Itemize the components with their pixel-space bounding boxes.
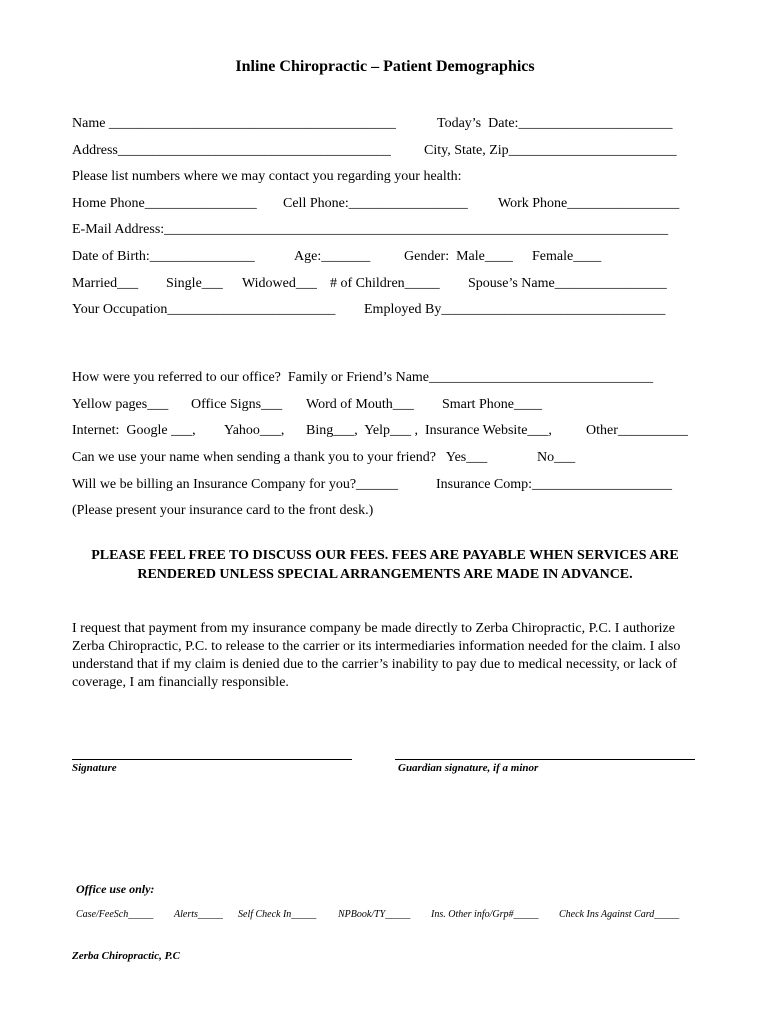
married-option[interactable]: Married___ [72, 276, 139, 291]
contact-instructions: Please list numbers where we may contact you regarding your health: [72, 169, 462, 184]
name-field[interactable]: Name _________________________________________ [72, 116, 396, 131]
widowed-option[interactable]: Widowed___ [242, 276, 317, 291]
office-case-feesch[interactable]: Case/FeeSch_____ [76, 909, 154, 920]
office-use-title: Office use only: [76, 882, 155, 896]
referral-internet-other-sites[interactable]: Bing___, Yelp___ , Insurance Website___, [306, 423, 552, 438]
insurance-card-note: (Please present your insurance card to the front desk.) [72, 503, 374, 518]
office-check-ins-card[interactable]: Check Ins Against Card_____ [559, 909, 680, 920]
gender-male-option[interactable]: Gender: Male____ [404, 249, 513, 264]
referral-word-of-mouth[interactable]: Word of Mouth___ [306, 397, 414, 412]
insurance-billing-field[interactable]: Will we be billing an Insurance Company for you?______ [72, 477, 399, 492]
employed-by-field[interactable]: Employed By________________________________ [364, 302, 666, 317]
cell-phone-field[interactable]: Cell Phone:_________________ [283, 196, 468, 211]
office-alerts[interactable]: Alerts_____ [174, 909, 223, 920]
address-field[interactable]: Address_______________________________________ [72, 143, 391, 158]
insurance-company-field[interactable]: Insurance Comp:____________________ [436, 477, 673, 492]
gender-female-option[interactable]: Female____ [532, 249, 602, 264]
referral-smart-phone[interactable]: Smart Phone____ [442, 397, 542, 412]
work-phone-field[interactable]: Work Phone________________ [498, 196, 680, 211]
fees-notice: PLEASE FEEL FREE TO DISCUSS OUR FEES. FEES ARE PAYABLE WHEN SERVICES ARE RENDERED UNLESS SPECIAL ARRANGEMENTS ARE MADE IN ADVANCE. [91, 548, 679, 582]
spouse-name-field[interactable]: Spouse’s Name________________ [468, 276, 667, 291]
number-of-children-field[interactable]: # of Children_____ [330, 276, 440, 291]
occupation-field[interactable]: Your Occupation________________________ [72, 302, 336, 317]
referral-yellow-pages[interactable]: Yellow pages___ [72, 397, 169, 412]
office-ins-other-info[interactable]: Ins. Other info/Grp#_____ [431, 909, 539, 920]
guardian-signature-label: Guardian signature, if a minor [398, 762, 539, 774]
referral-internet-google[interactable]: Internet: Google ___, [72, 423, 196, 438]
office-npbook-ty[interactable]: NPBook/TY_____ [338, 909, 411, 920]
referral-office-signs[interactable]: Office Signs___ [191, 397, 283, 412]
single-option[interactable]: Single___ [166, 276, 223, 291]
city-state-zip-field[interactable]: City, State, Zip________________________ [424, 143, 677, 158]
referral-other[interactable]: Other__________ [586, 423, 688, 438]
date-of-birth-field[interactable]: Date of Birth:_______________ [72, 249, 255, 264]
signature-line[interactable] [72, 759, 352, 760]
thank-you-yes-option[interactable]: Can we use your name when sending a thank you to your friend? Yes___ [72, 450, 488, 465]
email-field[interactable]: E-Mail Address:________________________________________________________________________ [72, 222, 669, 237]
authorization-paragraph: I request that payment from my insurance company be made directly to Zerba Chiropractic, P.C. I authorize Zerba Chiropractic, P.C. to release to the carrier or its intermediaries information needed for the claim. I also understand that if my claim is denied due to the carrier’s inability to pay due to medical necessity, or lack of coverage, I am financially responsible. [72, 621, 681, 690]
guardian-signature-line[interactable] [395, 759, 695, 760]
form-title: Inline Chiropractic – Patient Demographics [235, 58, 535, 75]
referral-internet-yahoo[interactable]: Yahoo___, [224, 423, 285, 438]
home-phone-field[interactable]: Home Phone________________ [72, 196, 257, 211]
footer-practice-name: Zerba Chiropractic, P.C [72, 950, 180, 962]
age-field[interactable]: Age:_______ [294, 249, 371, 264]
thank-you-no-option[interactable]: No___ [537, 450, 576, 465]
todays-date-field[interactable]: Today’s Date:______________________ [437, 116, 673, 131]
referral-question[interactable]: How were you referred to our office? Family or Friend’s Name________________________________ [72, 370, 654, 385]
signature-label: Signature [72, 762, 117, 774]
office-self-check-in[interactable]: Self Check In_____ [238, 909, 317, 920]
